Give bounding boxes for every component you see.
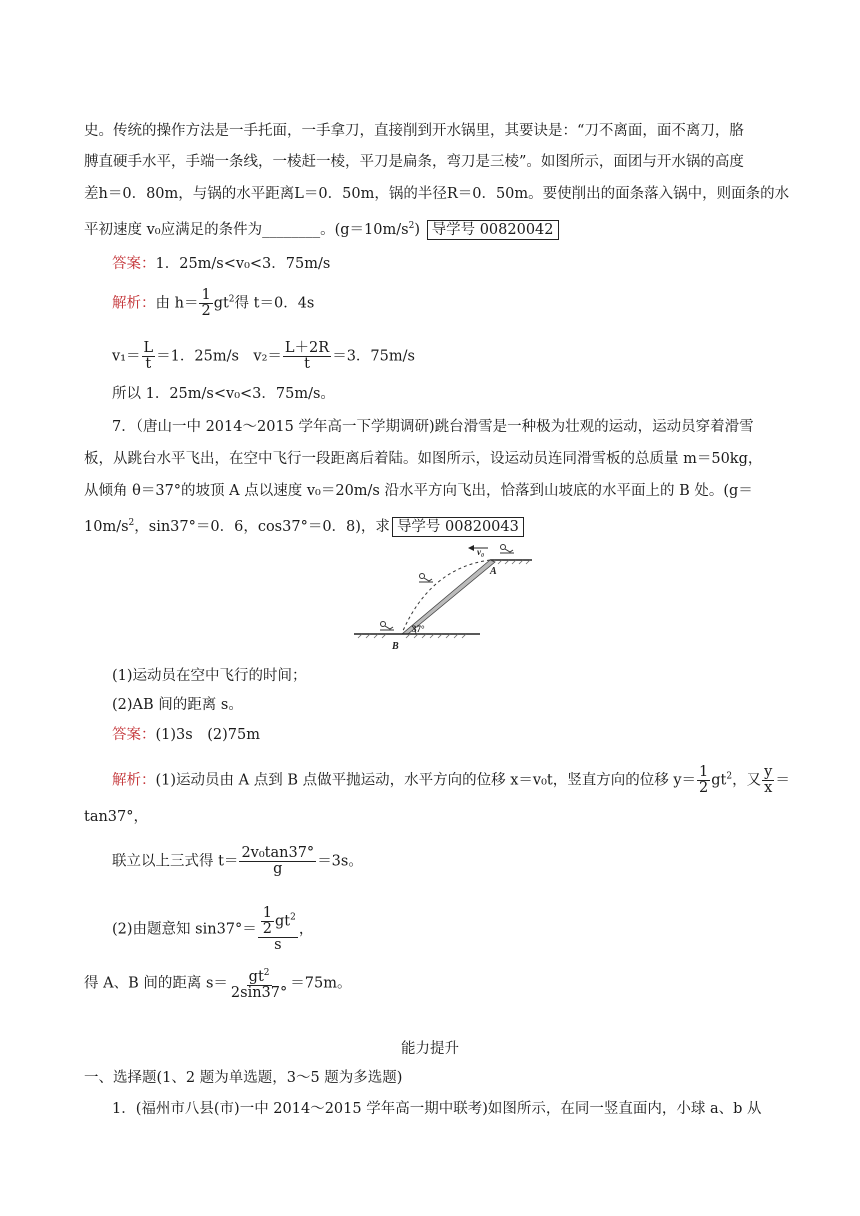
formula-text: 得 A、B 间的距离 s＝ [84, 975, 228, 992]
formula-text: gt [248, 968, 264, 985]
fraction-den: x [764, 780, 773, 796]
solution-label: 解析： [112, 772, 156, 789]
answer-6 [112, 254, 330, 274]
fraction-num: 1 [201, 287, 211, 303]
q7-sub-1: (1)运动员在空中飞行的时间； [112, 668, 307, 684]
intro-line-4-tail: ) [414, 221, 420, 238]
solution-label: 解析： [112, 295, 156, 312]
answer-label: 答案： [112, 727, 156, 743]
superscript: 2 [290, 912, 296, 923]
label-angle: 37° [412, 624, 425, 634]
fraction [261, 906, 274, 937]
superscript: 2 [128, 518, 135, 528]
formula-text: ＝ [775, 772, 790, 789]
superscript: 2 [263, 968, 270, 978]
answer-text: (1)3s (2)75m [155, 727, 260, 743]
fraction-den: t [145, 356, 152, 372]
solution-7-line-5 [84, 966, 351, 1001]
answer-label: 答案： [112, 256, 156, 272]
compound-fraction [258, 906, 298, 953]
superscript: 2 [228, 294, 235, 305]
q7-line-4-text: 10m/s [84, 518, 129, 535]
label-A: A [490, 566, 497, 577]
skier-icon [500, 545, 514, 554]
ref-number-42: 导学号 00820042 [427, 220, 559, 240]
formula-text: 联立以上三式得 t＝ [112, 853, 239, 870]
solution-7-line-3 [112, 846, 363, 877]
fraction-den: 2sin37° [230, 984, 288, 1001]
fraction [199, 288, 212, 319]
solution-7-line-2: tan37°， [84, 809, 149, 825]
skier-icon [380, 622, 394, 631]
fraction [283, 341, 331, 372]
q7-line-4 [84, 513, 524, 537]
formula-text: ＝3．75m/s [332, 348, 415, 365]
fraction [762, 765, 774, 796]
fraction [239, 846, 316, 877]
fraction-num [247, 966, 272, 986]
q7-sub-2: (2)AB 间的距离 s。 [112, 697, 243, 713]
intro-line-1: 史。传统的操作方法是一手托面，一手拿刀，直接削到开水锅里，其要诀是：“刀不离面，面不离刀，胳 [84, 123, 744, 139]
section-subtitle: 一、选择题(1、2 题为单选题，3～5 题为多选题) [84, 1070, 403, 1086]
fraction-num: L [143, 340, 154, 356]
formula-text: v₁＝ [112, 348, 141, 365]
solution-6-line-2 [112, 341, 415, 372]
fraction-den: g [273, 861, 283, 877]
section-title: 能力提升 [401, 1041, 459, 1057]
fraction-num: L＋2R [284, 340, 330, 356]
intro-line-4-text: 平初速度 v₀应满足的条件为________。(g＝10m/s [84, 221, 409, 238]
answer-7 [112, 725, 260, 745]
q7-line-2: 板，从跳台水平飞出，在空中飞行一段距离后着陆。如图所示，设运动员连同滑雪板的总质量 m＝50kg， [84, 451, 763, 467]
formula-text: (2)由题意知 sin37°＝ [112, 921, 257, 938]
fraction-den: t [304, 356, 310, 372]
formula-text: 由 h＝ [155, 295, 199, 312]
question-1: 1．(福州市八县(市)一中 2014～2015 学年高一期中联考)如图所示，在同一竖直面内，小球 a、b 从 [112, 1101, 762, 1117]
fraction-num: 1 [262, 905, 273, 921]
fraction-den: s [274, 937, 282, 953]
formula-text: gt [275, 913, 291, 930]
intro-line-3: 差h＝0．80m，与锅的水平距离L＝0．50m，锅的半径R＝0．50m。要使削出的面条落入锅中，则面条的水 [84, 186, 790, 202]
ski-jump-figure [350, 538, 540, 656]
formula-text: ＝1．25m/s v₂＝ [156, 348, 282, 365]
formula-text: (1)运动员由 A 点到 B 点做平抛运动，水平方向的位移 x＝v₀t，竖直方向的位移 y＝ [155, 772, 697, 789]
fraction-den: 2 [201, 303, 211, 319]
fraction [142, 341, 156, 372]
intro-line-4-sup: 2 [408, 221, 415, 231]
superscript: 2 [726, 771, 733, 782]
solution-7-line-1 [112, 765, 790, 796]
fraction-num: 2v₀tan37° [241, 845, 315, 861]
fraction-den: 2 [699, 780, 709, 796]
intro-line-2: 膊直硬手水平，手端一条线，一棱赶一棱，平刀是扁条，弯刀是三棱”。如图所示，面团与开水锅的高度 [84, 154, 744, 170]
label-B: B [392, 641, 399, 652]
fraction [697, 765, 710, 796]
solution-7-line-4 [112, 906, 313, 953]
intro-line-4 [84, 216, 559, 240]
q7-line-4-tail: ，sin37°＝0．6，cos37°＝0．8)，求 [134, 518, 390, 535]
formula-text: gt [213, 295, 229, 312]
formula-text: 得 t＝0．4s [234, 295, 315, 312]
fraction [229, 966, 289, 1001]
fraction-num: y [764, 764, 773, 780]
solution-6-line-1 [112, 288, 314, 319]
formula-text: ＝3s。 [317, 853, 363, 870]
answer-text: 1．25m/s<v₀<3．75m/s [155, 256, 331, 272]
formula-text: ， [298, 921, 314, 938]
formula-text: gt [711, 772, 727, 789]
formula-text: ＝75m。 [290, 975, 352, 992]
fraction-den: 2 [262, 921, 273, 937]
fraction-num [258, 906, 298, 938]
formula-text: ，又 [732, 772, 762, 789]
q7-line-3: 从倾角 θ＝37°的坡顶 A 点以速度 v₀＝20m/s 沿水平方向飞出，恰落到山坡底的水平面上的 B 处。(g＝ [84, 483, 753, 499]
q7-line-1: 7．（唐山一中 2014～2015 学年高一下学期调研)跳台滑雪是一种极为壮观的运动，运动员穿着滑雪 [112, 419, 754, 435]
skier-icon [419, 574, 433, 583]
solution-6-conclusion: 所以 1．25m/s<v₀<3．75m/s。 [112, 386, 335, 402]
fraction-num: 1 [699, 764, 709, 780]
ref-number-43: 导学号 00820043 [392, 517, 524, 537]
label-v0: v₀ [477, 547, 485, 557]
